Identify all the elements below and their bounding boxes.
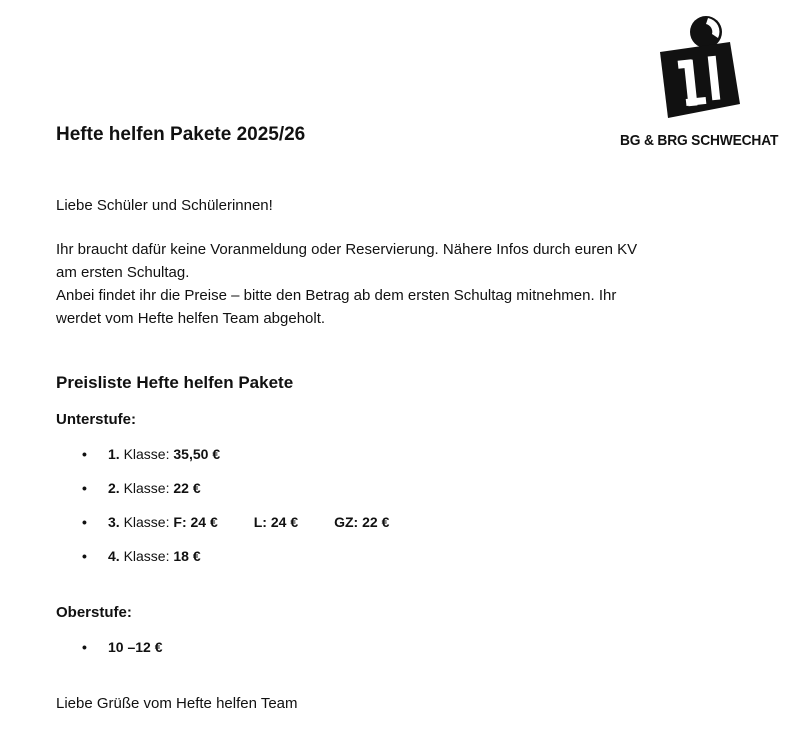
list-item — [82, 478, 201, 498]
oberstufe-heading: Oberstufe: — [56, 604, 132, 621]
price-value: 18 € — [173, 548, 201, 564]
price-gz-value: GZ: 22 € — [334, 514, 390, 530]
info-line-4: werdet vom Hefte helfen Team abgeholt. — [56, 310, 326, 327]
unterstufe-heading: Unterstufe: — [56, 411, 137, 428]
class-number: 2. — [108, 480, 120, 496]
bullet-icon: • — [82, 514, 87, 530]
greeting-text: Liebe Schüler und Schülerinnen! — [56, 197, 273, 214]
price-value: F: 24 € — [173, 514, 218, 530]
document-title: Hefte helfen Pakete 2025/26 — [56, 124, 306, 145]
price-value: 35,50 € — [173, 446, 221, 462]
school-emblem-icon — [656, 12, 746, 120]
list-item — [82, 512, 389, 532]
price-value: 22 € — [173, 480, 201, 496]
list-item — [82, 444, 220, 464]
closing-text: Liebe Grüße vom Hefte helfen Team — [56, 695, 298, 712]
school-name-logo-text: BG & BRG SCHWECHAT — [620, 132, 779, 149]
list-item — [82, 546, 201, 566]
class-label: Klasse: — [119, 514, 174, 530]
info-line-1: Ihr braucht dafür keine Voranmeldung oder Reservierung. Nähere Infos durch euren KV — [56, 241, 638, 258]
price-l-value: L: 24 € — [253, 514, 299, 530]
class-label: Klasse: — [119, 480, 174, 496]
class-label: Klasse: — [119, 446, 174, 462]
class-number: 1. — [108, 446, 120, 462]
list-item — [82, 637, 163, 657]
class-number: 3. — [108, 514, 120, 530]
price-value: 10 –12 € — [108, 639, 163, 655]
class-label: Klasse: — [119, 548, 174, 564]
school-logo — [620, 12, 782, 152]
class-number: 4. — [108, 548, 120, 564]
info-line-3: Anbei findet ihr die Preise – bitte den Betrag ab dem ersten Schultag mitnehmen. Ihr — [56, 287, 617, 304]
bullet-icon: • — [82, 639, 87, 655]
bullet-icon: • — [82, 446, 87, 462]
bullet-icon: • — [82, 480, 87, 496]
bullet-icon: • — [82, 548, 87, 564]
info-line-2: am ersten Schultag. — [56, 264, 190, 281]
pricelist-heading: Preisliste Hefte helfen Pakete — [56, 373, 294, 392]
